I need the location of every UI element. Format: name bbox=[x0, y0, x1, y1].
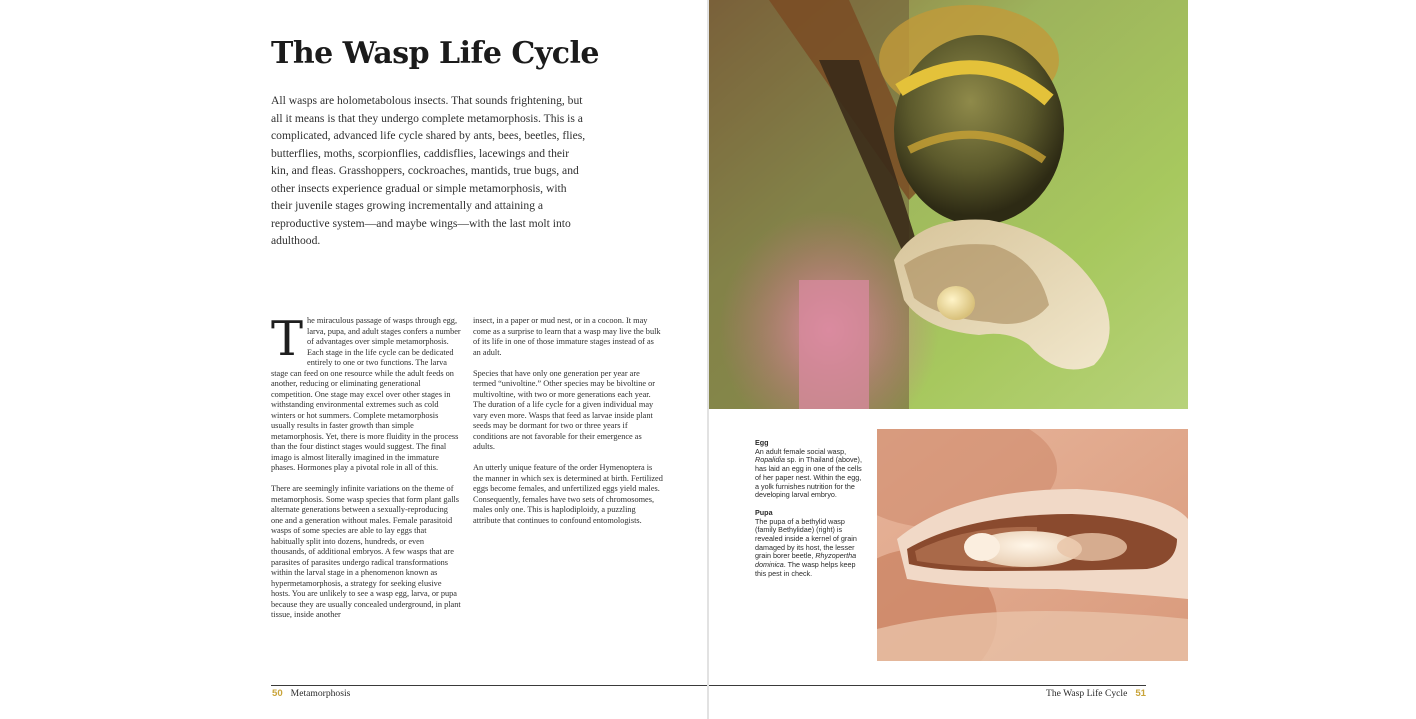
body-column-1 bbox=[271, 311, 461, 631]
drop-cap: T bbox=[271, 311, 304, 367]
caption-pupa bbox=[755, 509, 865, 579]
caption-egg-text-2: sp. in Thailand (above), has laid an egg in one of the cells of her paper nest. Within the egg, a yolk furnishes nutrition for the developing larval embryo. bbox=[755, 455, 862, 500]
wasp-laying-egg-photo bbox=[709, 0, 1188, 409]
caption-egg-text: An adult female social wasp, bbox=[755, 446, 847, 456]
body-paragraph: An utterly unique feature of the order Hymenoptera is the manner in which sex is determined at birth. Fertilized eggs become females, and unfertilized eggs yield males. Consequently, females have two sets of chromosomes, males only one. This is haplodiploidy, a puzzling attribute that continues to confound entomologists. bbox=[473, 463, 663, 525]
footer-rule-right bbox=[709, 685, 1146, 686]
running-head-left: Metamorphosis bbox=[290, 688, 351, 699]
body-paragraph: Species that have only one generation per year are termed “univoltine.” Other species may be bivoltine or multivoltine, with two or more generations each year. The duration of a life cycle for a given individual may vary even more. Wasps that feed as larvae inside plant seeds may be dormant for two or three years if conditions are not favorable for their emergence as adults. bbox=[473, 368, 656, 451]
photo-captions bbox=[755, 439, 865, 588]
running-head-right: The Wasp Life Cycle bbox=[1045, 688, 1128, 699]
body-paragraph bbox=[271, 311, 461, 474]
body-paragraph: There are seemingly infinite variations on the theme of metamorphosis. Some wasp species that form plant galls alternate generations between a sexually-reproducing one and a generation without males. Female parasitoid wasps of some species are able to lay eggs that habitually split into dozens, hundreds, or even thousands, of additional embryos. A few wasps that are parasites of parasites undergo radical transformations within the larval stage in a phenomenon known as hypermetamorphosis, a strategy for seeking elusive hosts. You are unlikely to see a wasp egg, larva, or pupa because they are usually concealed underground, in plant tissue, inside another bbox=[271, 484, 461, 619]
caption-pupa-text: The pupa of a bethylid wasp (family Bethylidae) (right) is revealed inside a kernel of grain damaged by its host, the lesser grain borer beetle, bbox=[755, 516, 857, 561]
caption-pupa-species: Rhyzopertha dominica bbox=[755, 551, 857, 570]
footer-right bbox=[1046, 688, 1146, 699]
caption-egg bbox=[755, 439, 865, 500]
page-number-right: 51 bbox=[1135, 688, 1146, 699]
body-column-2 bbox=[473, 316, 663, 537]
caption-egg-species: Ropalidia bbox=[755, 455, 785, 465]
body-paragraph: insect, in a paper or mud nest, or in a cocoon. It may come as a surprise to learn that a wasp may live the bulk of its life in one of those immature stages instead of as an adult. bbox=[473, 316, 661, 357]
page-title: The Wasp Life Cycle bbox=[271, 36, 599, 71]
body-text: he miraculous passage of wasps through egg, larva, pupa, and adult stages confers a number of advantages over simple metamorphosis. Each stage in the life cycle can be dedicated entirely to one or two functions. The larva stage can feed on one resource while the adult feeds on another, reducing or eliminating generational competition. One stage may excel over other stages in withstanding environmental extremes such as cold winters or hot summers. Complete metamorphosis usually results in faster growth than simple metamorphosis. Yet, there is more fluidity in the process than the four distinct stages would suggest. The final imago is almost literally imagined in the immature phases. Hormones play a pivotal role in all of this. bbox=[271, 316, 461, 472]
intro-paragraph: All wasps are holometabolous insects. That sounds frightening, but all it means is that they undergo complete metamorphosis. This is a complicated, advanced life cycle shared by ants, bees, beetles, flies, butterflies, moths, scorpionflies, caddisflies, lacewings and their kin, and fleas. Grasshoppers, cockroaches, mantids, true bugs, and other insects experience gradual or simple metamorphosis, with their juvenile stages growing incrementally and attaining a reproductive system—and maybe wings—with the last molt into adulthood. bbox=[271, 94, 586, 247]
caption-egg-heading: Egg bbox=[755, 438, 769, 447]
caption-pupa-text-2: . The wasp helps keep this pest in check. bbox=[755, 560, 856, 578]
page-number-left: 50 bbox=[272, 688, 283, 699]
caption-pupa-heading: Pupa bbox=[755, 507, 773, 517]
footer-rule-left bbox=[271, 685, 707, 686]
wasp-pupa-photo bbox=[877, 429, 1188, 661]
footer-left bbox=[272, 688, 350, 699]
